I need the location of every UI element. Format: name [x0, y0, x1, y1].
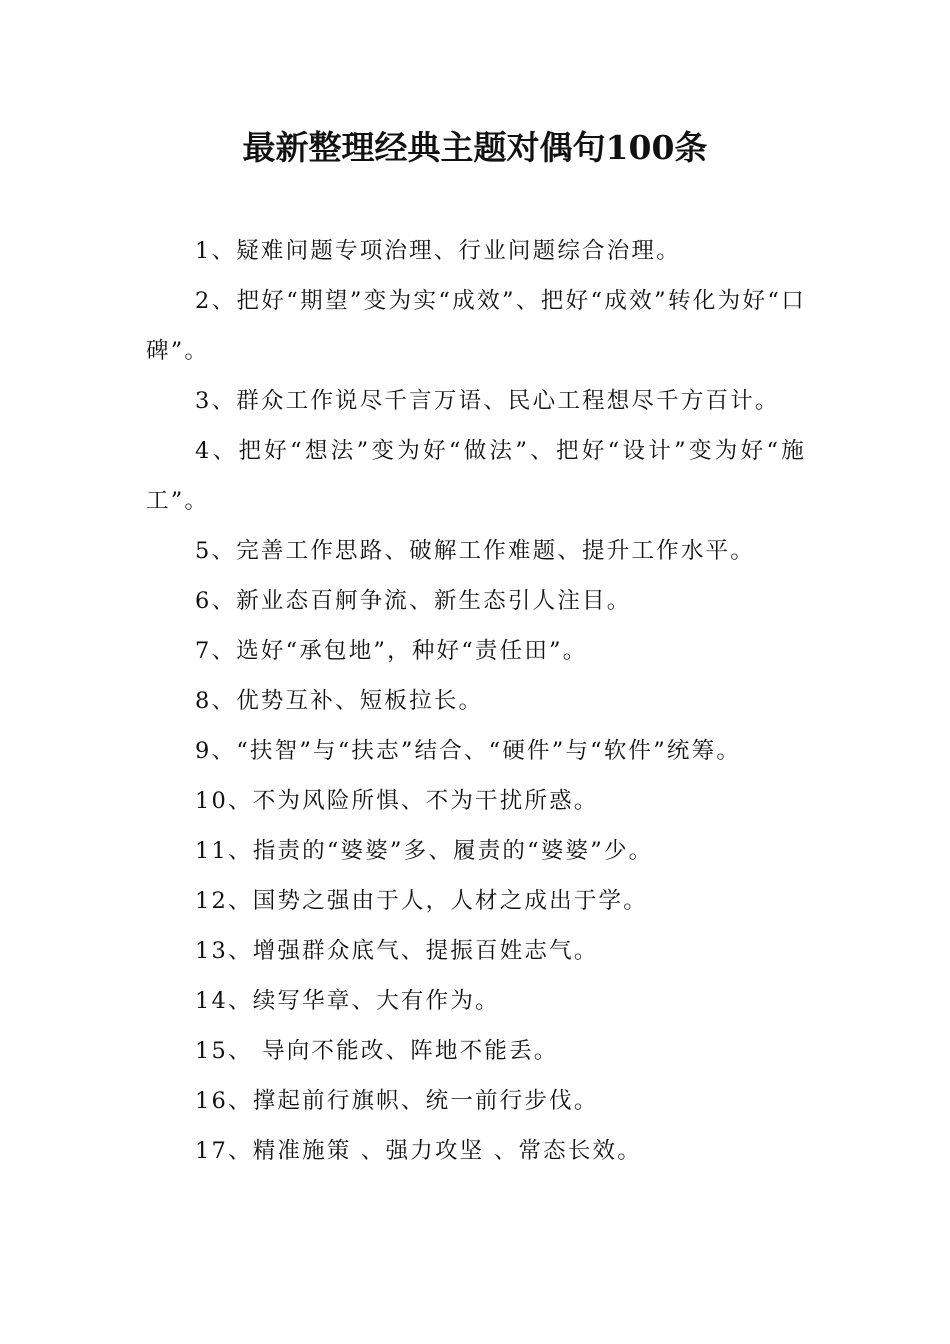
document-body [146, 226, 806, 1176]
paragraph-11: 11、指责的“婆婆”多、履责的“婆婆”少。 [195, 838, 654, 864]
paragraph-2: 2、把好“期望”变为实“成效”、把好“成效”转化为好“口碑”。 [146, 288, 806, 364]
paragraph-8: 8、优势互补、短板拉长。 [195, 688, 484, 714]
document-title: 最新整理经典主题对偶句100条 [242, 128, 708, 167]
paragraph-3: 3、群众工作说尽千言万语、民心工程想尽千方百计。 [195, 388, 780, 414]
paragraph-12: 12、国势之强由于人，人材之成出于学。 [195, 888, 648, 914]
paragraph-16: 16、撑起前行旗帜、统一前行步伐。 [195, 1088, 599, 1114]
paragraph-17: 17、精准施策 、强力攻坚 、常态长效。 [195, 1138, 642, 1164]
paragraph-14: 14、续写华章、大有作为。 [195, 988, 500, 1014]
paragraph-6: 6、新业态百舸争流、新生态引人注目。 [195, 588, 632, 614]
paragraph-5: 5、完善工作思路、破解工作难题、提升工作水平。 [195, 538, 755, 564]
paragraph-15: 15、 导向不能改、阵地不能丢。 [195, 1038, 559, 1064]
paragraph-7: 7、选好“承包地”，种好“责任田”。 [195, 638, 588, 664]
paragraph-4: 4、把好“想法”变为好“做法”、把好“设计”变为好“施工”。 [146, 438, 806, 514]
paragraph-10: 10、不为风险所惧、不为干扰所惑。 [195, 788, 599, 814]
paragraph-13: 13、增强群众底气、提振百姓志气。 [195, 938, 599, 964]
paragraph-9: 9、“扶智”与“扶志”结合、“硬件”与“软件”统筹。 [195, 738, 742, 764]
paragraph-1: 1、疑难问题专项治理、行业问题综合治理。 [195, 238, 681, 264]
